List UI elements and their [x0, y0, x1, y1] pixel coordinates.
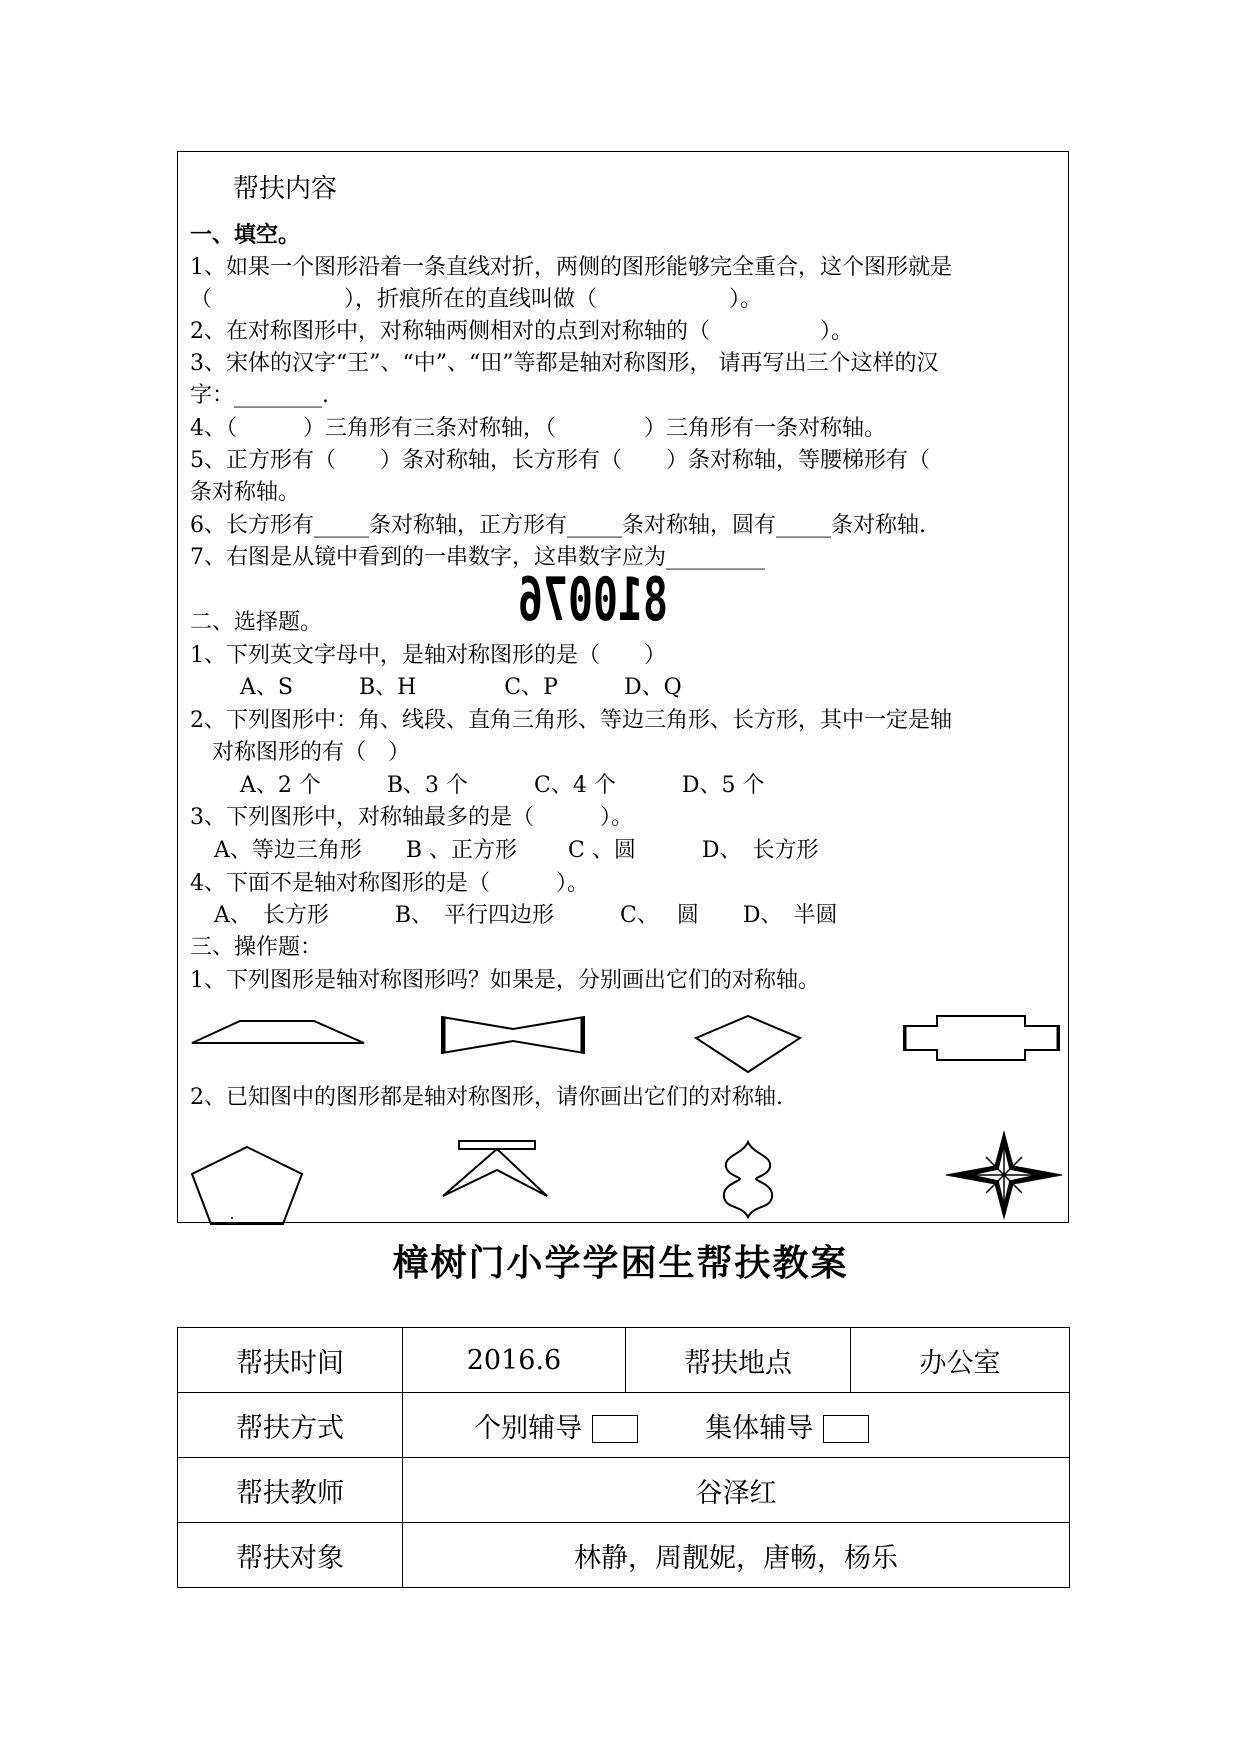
place-label: 帮扶地点 — [626, 1328, 851, 1393]
rectangle-triangle-figure — [441, 1138, 549, 1198]
question-6: 6、长方形有_____条对称轴，正方形有_____条对称轴，圆有_____条对称轴. — [190, 513, 926, 538]
rhombus-figure — [694, 1014, 804, 1074]
table-row — [178, 1328, 1070, 1393]
place-value: 办公室 — [851, 1328, 1070, 1393]
question-1-line-1: 1、如果一个图形沿着一条直线对折，两侧的图形能够完全重合，这个图形就是 — [190, 255, 952, 280]
table-row — [178, 1523, 1070, 1588]
question-7: 7、右图是从镜中看到的一串数字，这串数字应为_________ — [190, 545, 765, 570]
plan-info-table — [177, 1327, 1070, 1588]
bowtie-figure — [439, 1014, 587, 1056]
section-fill-blank-title: 一、填空。 — [190, 223, 301, 248]
choice-2-line-2: 对称图形的有（ ） — [190, 740, 411, 765]
operation-1: 1、下列图形是轴对称图形吗？如果是，分别画出它们的对称轴。 — [190, 968, 820, 993]
question-5-line-2: 条对称轴。 — [190, 480, 301, 505]
star-compass-figure — [942, 1130, 1066, 1220]
teacher-value: 谷泽红 — [403, 1458, 1070, 1523]
mirrored-digits-text: 810076 — [518, 565, 668, 635]
operation-2: 2、已知图中的图形都是轴对称图形，请你画出它们的对称轴. — [190, 1085, 783, 1110]
question-1-line-2: （ ），折痕所在的直线叫做（ ）。 — [190, 287, 763, 312]
method-group-label: 集体辅导 — [705, 1412, 814, 1444]
target-value: 林静，周靓妮，唐畅，杨乐 — [403, 1523, 1070, 1588]
table-row — [178, 1458, 1070, 1523]
section-operation-title: 三、操作题： — [190, 935, 323, 960]
time-value: 2016.6 — [403, 1328, 626, 1393]
plan-title: 樟树门小学学困生帮扶教案 — [392, 1243, 849, 1284]
curved-vase-figure — [710, 1139, 786, 1219]
section-choice-title: 二、选择题。 — [190, 610, 323, 635]
time-label: 帮扶时间 — [178, 1328, 403, 1393]
trapezoid-figure — [190, 1018, 366, 1046]
mirrored-digits-image — [513, 564, 673, 635]
group-checkbox[interactable] — [823, 1415, 869, 1443]
target-label: 帮扶对象 — [178, 1523, 403, 1588]
method-cell — [403, 1393, 1070, 1458]
method-individual-label: 个别辅导 — [474, 1412, 583, 1444]
question-2: 2、在对称图形中，对称轴两侧相对的点到对称轴的（ ）。 — [190, 319, 853, 344]
table-row — [178, 1393, 1070, 1458]
teacher-label: 帮扶教师 — [178, 1458, 403, 1523]
choice-3: 3、下列图形中，对称轴最多的是（ ）。 — [190, 805, 633, 830]
choice-2-line-1: 2、下列图形中：角、线段、直角三角形、等边三角形、长方形，其中一定是轴 — [190, 708, 952, 733]
choice-1-options: A、S B、H C、P D、Q — [240, 675, 682, 700]
choice-2-options: A、2 个 B、3 个 C、4 个 D、5 个 — [240, 773, 765, 798]
worksheet-header: 帮扶内容 — [233, 174, 338, 204]
pentagon-figure — [190, 1144, 306, 1226]
choice-3-options: A、等边三角形 B 、正方形 C 、圆 D、 长方形 — [214, 838, 819, 863]
cross-shape-figure — [901, 1014, 1063, 1062]
choice-4-options: A、 长方形 B、 平行四边形 C、 圆 D、 半圆 — [214, 903, 838, 928]
choice-1: 1、下列英文字母中，是轴对称图形的是（ ） — [190, 643, 666, 668]
question-5-line-1: 5、正方形有（ ）条对称轴，长方形有（ ）条对称轴，等腰梯形有（ — [190, 448, 930, 473]
choice-4: 4、下面不是轴对称图形的是（ ）。 — [190, 871, 589, 896]
worksheet-box — [177, 151, 1069, 1223]
question-4: 4、（ ）三角形有三条对称轴，（ ）三角形有一条对称轴。 — [190, 416, 886, 441]
individual-checkbox[interactable] — [592, 1415, 638, 1443]
question-3-line-2: 字：________. — [190, 383, 329, 408]
method-label: 帮扶方式 — [178, 1393, 403, 1458]
question-3-line-1: 3、宋体的汉字“王”、“中”、“田”等都是轴对称图形， 请再写出三个这样的汉 — [190, 351, 939, 376]
